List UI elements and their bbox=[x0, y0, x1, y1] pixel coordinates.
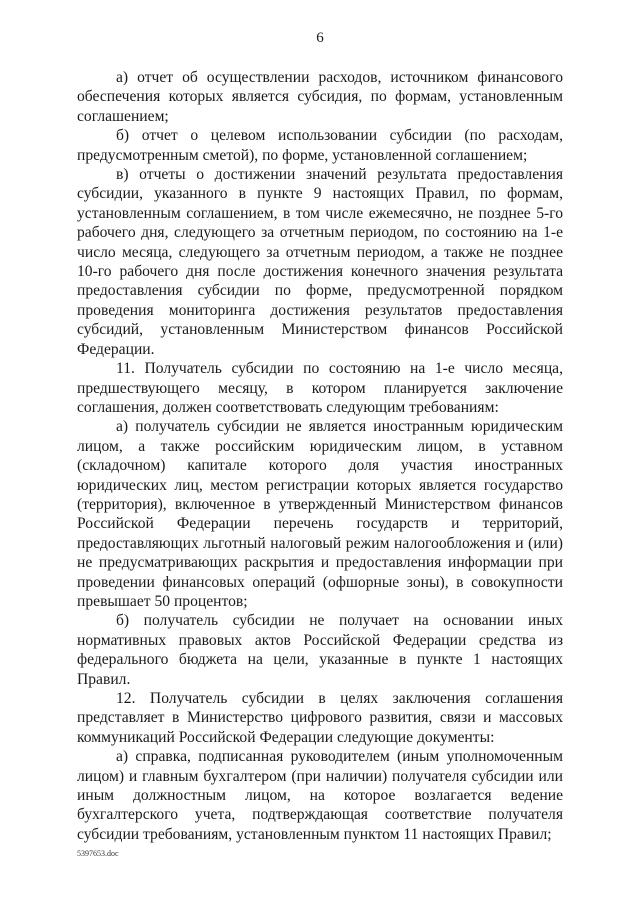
footer-file-code: 5397653.doc bbox=[77, 849, 119, 858]
paragraph-3b-target-use-report: б) отчет о целевом использовании субсидии (по расходам, предусмотренным сметой), по форме, установленной соглашением; bbox=[77, 127, 563, 164]
page-number: 6 bbox=[316, 30, 324, 46]
paragraph-3a-expense-report: а) отчет об осуществлении расходов, источником финансового обеспечения которых является субсидия, по формам, установленным соглашением; bbox=[77, 69, 563, 125]
document-body bbox=[77, 68, 563, 844]
paragraph-11-requirements: 11. Получатель субсидии по состоянию на 1-е число месяца, предшествующего месяцу, в котором планируется заключение соглашения, должен соответствовать следующим требованиям: bbox=[77, 360, 563, 416]
paragraph-3c-result-reports: в) отчеты о достижении значений результата предоставления субсидии, указанного в пункте 9 настоящих Правил, по формам, установленным соглашением, в том числе ежемесячно, не позднее 5-го рабочего дня, следующего за отчетным периодом, по состоянию на 1-е число месяца, следующего за отчетным периодом, а также не позднее 10-го рабочего дня после достижения конечного значения результата предоставления субсидии по форме, предусмотренной порядком проведения мониторинга достижения результатов предоставления субсидий, установленным Министерством финансов Российской Федерации. bbox=[77, 166, 563, 358]
paragraph-11b-no-other-funds: б) получатель субсидии не получает на основании иных нормативных правовых актов Российской Федерации средства из федерального бюджета на цели, указанные в пункте 1 настоящих Правил. bbox=[77, 612, 563, 688]
paragraph-12a-certificate: а) справка, подписанная руководителем (иным уполномоченным лицом) и главным бухгалтером (при наличии) получателя субсидии или иным должностным лицом, на которое возлагается ведение бухгалтерского учета, подтверждающая соответствие получателя субсидии требованиям, установленным пунктом 11 настоящих Правил; bbox=[77, 748, 563, 843]
paragraph-11a-foreign-entity: а) получатель субсидии не является иностранным юридическим лицом, а также российским юридическим лицом, в уставном (складочном) капитале которого доля участия иностранных юридических лиц, местом регистрации которых является государство (территория), включенное в утвержденный Министерством финансов Российской Федерации перечень государств и территорий, предоставляющих льготный налоговый режим налогообложения и (или) не предусматривающих раскрытия и предоставления информации при проведении финансовых операций (офшорные зоны), в совокупности превышает 50 процентов; bbox=[77, 418, 563, 610]
paragraph-12-documents: 12. Получатель субсидии в целях заключения соглашения представляет в Министерство цифрового развития, связи и массовых коммуникаций Российской Федерации следующие документы: bbox=[77, 690, 563, 746]
